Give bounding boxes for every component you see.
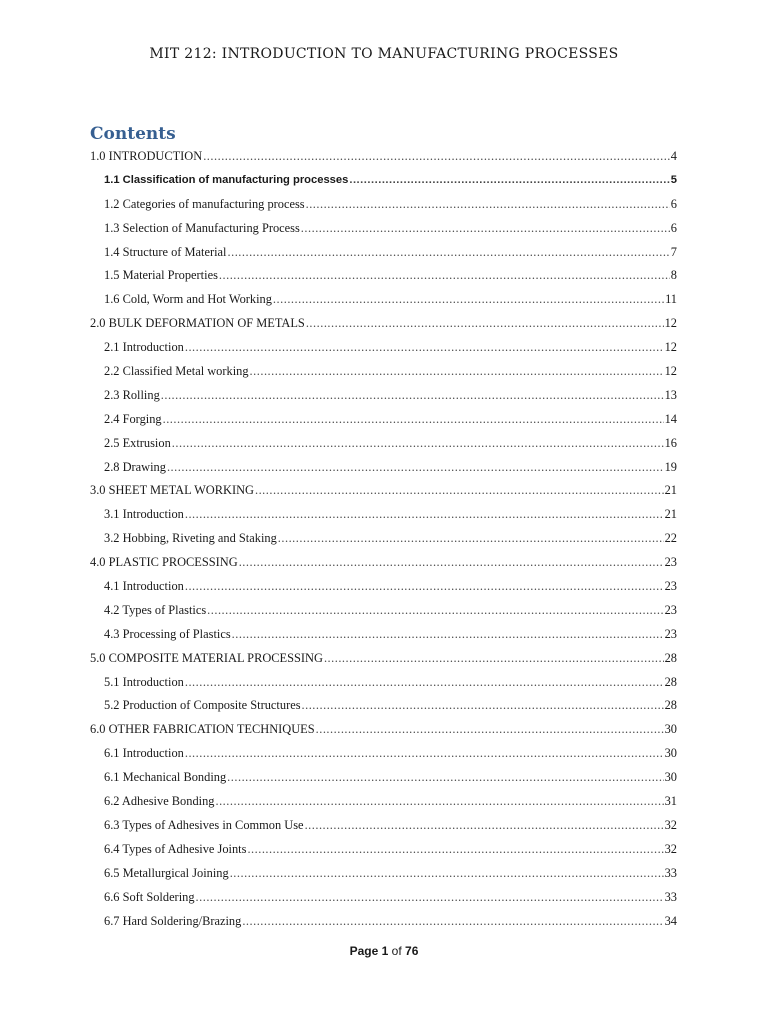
toc-entry-label[interactable]: 6.4 Types of Adhesive Joints [104,841,247,856]
toc-entry-page-number[interactable]: 33 [664,889,677,904]
toc-entry-label[interactable]: 4.2 Types of Plastics [104,602,207,617]
toc-entry-label[interactable]: 2.4 Forging [104,411,162,426]
toc-entry-label[interactable]: 6.6 Soft Soldering [104,889,195,904]
toc-entry-label[interactable]: 6.0 OTHER FABRICATION TECHNIQUES [90,722,315,737]
toc-dot-leader [316,718,664,742]
toc-entry-label[interactable]: 4.0 PLASTIC PROCESSING [90,555,238,570]
toc-entry[interactable] [90,264,677,288]
toc-entry[interactable] [90,241,677,265]
toc-entry[interactable] [90,456,677,480]
toc-dot-leader [239,551,664,575]
toc-entry-page-number[interactable]: 28 [664,698,677,713]
toc-dot-leader [185,336,664,360]
toc-entry-page-number[interactable]: 23 [664,626,677,641]
toc-dot-leader [227,766,663,790]
toc-dot-leader [255,479,664,503]
toc-dot-leader [273,288,664,312]
toc-entry[interactable] [90,479,677,503]
toc-dot-leader [301,217,670,241]
toc-entry[interactable] [90,408,677,432]
toc-dot-leader [230,862,664,886]
toc-dot-leader [306,312,664,336]
toc-entry[interactable] [90,312,677,336]
footer-page-prefix: Page [349,944,379,958]
toc-dot-leader [161,384,664,408]
toc-entry-page-number[interactable]: 13 [664,387,677,402]
toc-entry[interactable] [90,384,677,408]
toc-entry[interactable] [90,671,677,695]
toc-dot-leader [185,671,664,695]
toc-dot-leader [203,145,670,169]
page-footer [0,944,768,958]
toc-entry-label[interactable]: 2.2 Classified Metal working [104,364,249,379]
toc-dot-leader [196,886,664,910]
toc-dot-leader [349,169,669,193]
toc-entry[interactable] [90,623,677,647]
toc-entry[interactable] [90,694,677,718]
footer-of: of [391,944,402,958]
toc-entry[interactable] [90,217,677,241]
toc-entry-label[interactable]: 5.2 Production of Composite Structures [104,698,301,713]
toc-dot-leader [250,360,664,384]
toc-entry-page-number[interactable]: 28 [664,674,677,689]
toc-entry-page-number[interactable]: 33 [664,865,677,880]
toc-entry-page-number[interactable]: 6 [670,220,677,235]
toc-dot-leader [219,264,670,288]
toc-entry-page-number[interactable]: 12 [664,340,677,355]
table-of-contents [90,145,677,933]
toc-dot-leader [306,193,670,217]
toc-entry-page-number[interactable]: 32 [664,817,677,832]
toc-dot-leader [163,408,664,432]
toc-entry[interactable] [90,503,677,527]
toc-entry-label[interactable]: 3.1 Introduction [104,507,184,522]
toc-dot-leader [185,503,664,527]
toc-entry-label[interactable]: 2.5 Extrusion [104,435,171,450]
toc-entry-label[interactable]: 2.1 Introduction [104,340,184,355]
footer-total-pages: 76 [405,944,419,958]
toc-dot-leader [278,527,664,551]
toc-entry-label[interactable]: 5.1 Introduction [104,674,184,689]
toc-entry-page-number[interactable]: 22 [664,531,677,546]
toc-entry[interactable] [90,910,677,934]
toc-entry-label[interactable]: 1.2 Categories of manufacturing process [104,196,305,211]
toc-entry-page-number[interactable]: 32 [664,841,677,856]
toc-entry[interactable] [90,742,677,766]
toc-entry-page-number[interactable]: 12 [664,364,677,379]
toc-entry-page-number[interactable]: 19 [664,459,677,474]
toc-entry-label[interactable]: 6.1 Introduction [104,746,184,761]
toc-entry-page-number[interactable]: 23 [664,555,677,570]
toc-entry[interactable] [90,336,677,360]
toc-entry[interactable] [90,288,677,312]
toc-entry-label[interactable]: 1.6 Cold, Worm and Hot Working [104,292,272,307]
toc-entry-page-number[interactable]: 30 [664,722,677,737]
toc-entry-label[interactable]: 2.8 Drawing [104,459,166,474]
toc-entry-page-number[interactable]: 30 [664,770,677,785]
toc-dot-leader [185,575,664,599]
toc-entry-label[interactable]: 1.5 Material Properties [104,268,218,283]
toc-entry-label[interactable]: 6.5 Metallurgical Joining [104,865,229,880]
toc-entry-label[interactable]: 2.0 BULK DEFORMATION OF METALS [90,316,305,331]
toc-entry-label[interactable]: 6.2 Adhesive Bonding [104,794,215,809]
toc-entry[interactable] [90,551,677,575]
toc-entry[interactable] [90,814,677,838]
toc-entry-page-number[interactable]: 30 [664,746,677,761]
toc-dot-leader [215,790,663,814]
toc-entry-page-number[interactable]: 6 [670,196,677,211]
toc-entry-page-number[interactable]: 4 [670,149,677,163]
toc-entry[interactable] [90,432,677,456]
toc-dot-leader [207,599,663,623]
toc-entry[interactable] [90,599,677,623]
toc-entry-page-number[interactable]: 21 [664,483,677,498]
toc-entry-page-number[interactable]: 7 [670,244,677,259]
toc-entry-label[interactable]: 1.0 INTRODUCTION [90,149,203,163]
toc-dot-leader [228,241,670,265]
toc-dot-leader [302,694,664,718]
toc-entry[interactable] [90,766,677,790]
toc-entry-page-number[interactable]: 21 [664,507,677,522]
page-header-title: MIT 212: INTRODUCTION TO MANUFACTURING PROCESSES [149,46,619,62]
toc-entry-page-number[interactable]: 28 [664,650,677,665]
toc-entry[interactable] [90,790,677,814]
toc-dot-leader [172,432,664,456]
toc-entry-page-number[interactable]: 8 [670,268,677,283]
toc-entry-label[interactable]: 3.2 Hobbing, Riveting and Staking [104,531,277,546]
toc-entry[interactable] [90,647,677,671]
toc-entry-page-number[interactable]: 5 [670,173,677,186]
toc-dot-leader [242,910,663,934]
toc-entry-page-number[interactable]: 12 [664,316,677,331]
toc-entry[interactable] [90,838,677,862]
toc-entry[interactable] [90,169,677,193]
toc-entry-label[interactable]: 6.3 Types of Adhesives in Common Use [104,817,304,832]
toc-entry-label[interactable]: 5.0 COMPOSITE MATERIAL PROCESSING [90,650,323,665]
toc-entry-label[interactable]: 1.4 Structure of Material [104,244,227,259]
toc-entry-label[interactable]: 4.1 Introduction [104,579,184,594]
toc-entry[interactable] [90,145,677,169]
toc-dot-leader [232,623,664,647]
toc-entry-page-number[interactable]: 14 [664,411,677,426]
toc-entry-page-number[interactable]: 34 [664,913,677,928]
toc-entry-page-number[interactable]: 31 [664,794,677,809]
toc-entry-label[interactable]: 6.1 Mechanical Bonding [104,770,227,785]
toc-entry[interactable] [90,575,677,599]
toc-entry-label[interactable]: 4.3 Processing of Plastics [104,626,231,641]
toc-dot-leader [185,742,664,766]
toc-entry[interactable] [90,360,677,384]
toc-entry-page-number[interactable]: 11 [665,292,677,307]
contents-heading: Contents [90,124,176,144]
toc-entry[interactable] [90,862,677,886]
toc-entry-page-number[interactable]: 23 [664,602,677,617]
toc-dot-leader [324,647,664,671]
toc-entry-page-number[interactable]: 16 [664,435,677,450]
toc-entry[interactable] [90,193,677,217]
footer-current-page: 1 [381,944,389,958]
toc-dot-leader [167,456,664,480]
toc-entry-page-number[interactable]: 23 [664,579,677,594]
toc-dot-leader [247,838,663,862]
toc-entry[interactable] [90,718,677,742]
toc-entry-label[interactable]: 2.3 Rolling [104,387,160,402]
toc-entry-label[interactable]: 6.7 Hard Soldering/Brazing [104,913,242,928]
toc-entry-label[interactable]: 1.1 Classification of manufacturing processes [104,173,349,186]
toc-entry-label[interactable]: 3.0 SHEET METAL WORKING [90,483,254,498]
toc-entry[interactable] [90,886,677,910]
toc-dot-leader [305,814,664,838]
toc-entry-label[interactable]: 1.3 Selection of Manufacturing Process [104,220,300,235]
toc-entry[interactable] [90,527,677,551]
